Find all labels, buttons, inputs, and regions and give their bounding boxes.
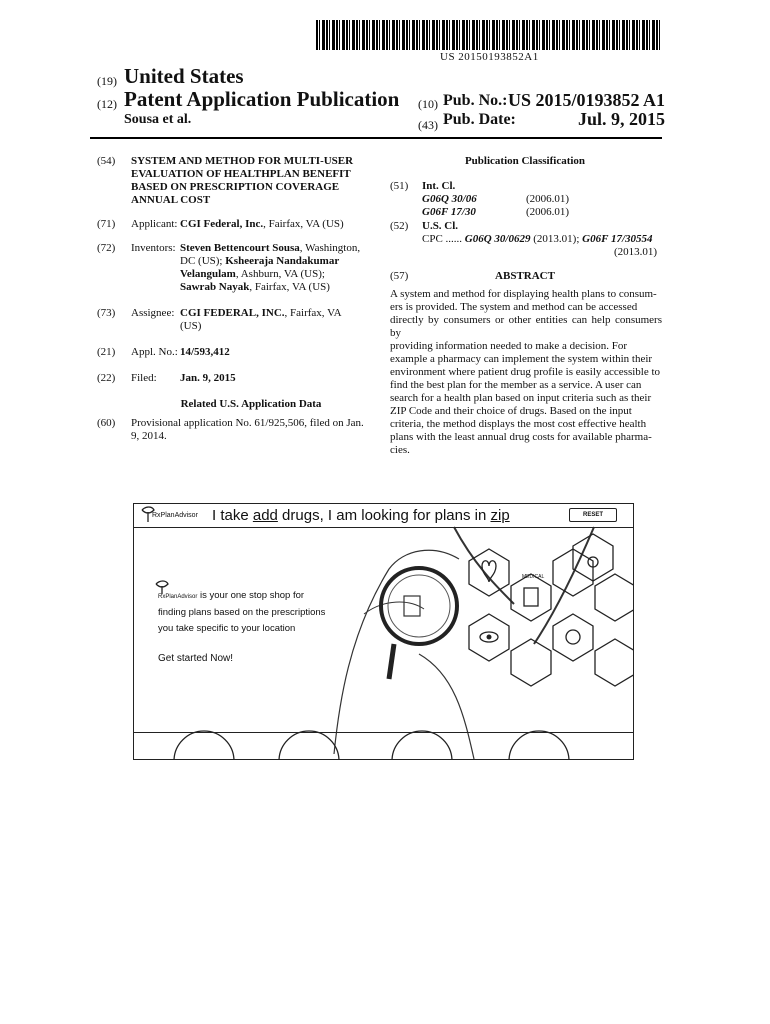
abstract-line: providing information needed to make a decision. For [390,340,628,352]
add-drugs-link[interactable]: add [252,507,278,524]
search-mid: drugs, I am looking for plans in [277,507,491,524]
applicant-name: CGI Federal, Inc. [180,218,264,230]
abstract-line: ers is provided. The system and method can be accessed [390,301,638,313]
appl-no: 14/593,412 [180,346,230,358]
tagline-line: finding plans based on the prescriptions [158,607,326,618]
inventors [180,242,372,294]
abstract-line: A system and method for displaying health plans to consum- [390,288,657,300]
appl-no-label: Appl. No.: [131,346,178,358]
int-cl-year: (2006.01) [526,193,570,205]
abstract-body [390,288,662,457]
title-line: EVALUATION OF HEALTHPLAN BENEFIT [131,168,351,180]
tagline-line: is your one stop shop for [197,590,305,601]
abstract-heading: ABSTRACT [495,270,555,282]
figure-screen [133,503,634,760]
barcode [316,20,662,50]
classification-heading: Publication Classification [464,155,586,167]
provisional-line: Provisional application No. 61/925,506, filed on Jan. [131,417,364,429]
tagline-brand: RxPlanAdvisor [158,594,198,600]
assignee-label: Assignee: [131,307,175,319]
inventor-location: , Fairfax, VA (US) [249,281,330,293]
code-12: (12) [97,97,117,111]
inventor-name: Velangulam [180,268,236,280]
cpc-code: G06F 17/30554 [582,233,653,245]
code-43: (43) [418,118,438,132]
code-73: (73) [97,307,116,319]
cpc-code: G06Q 30/0629 [464,233,531,245]
applicant-label: Applicant: [131,218,178,230]
cpc-year: (2013.01) [614,246,658,258]
code-72: (72) [97,242,116,254]
search-prefix: I take [212,507,253,524]
inventor-location: , Washington, [299,242,361,254]
pub-date: Jul. 9, 2015 [578,109,666,129]
pub-date-label: Pub. Date: [443,111,516,128]
abstract-line: plans with the least annual drug costs for available pharma- [390,431,652,443]
code-10: (10) [418,97,438,111]
filed-label: Filed: [131,372,157,384]
pub-type: Patent Application Publication [124,87,400,111]
abstract-line: directly by consumers or other entities can help consumers by [390,314,662,339]
provisional-line: 9, 2014. [131,430,167,442]
int-cl-label: Int. Cl. [422,180,456,192]
inventor-name: Ksheeraja Nandakumar [225,255,340,267]
get-started-link[interactable]: Get started Now! [158,653,234,664]
code-52: (52) [390,220,409,232]
assignee [180,307,342,333]
title-line: BASED ON PRESCRIPTION COVERAGE [131,181,340,193]
authors: Sousa et al. [124,112,192,127]
abstract-line: find the best plan for the member as a service. A user can [390,379,642,391]
abstract-line: cies. [390,444,410,456]
header-rule [90,137,662,139]
abstract-line: search for a health plan based on input criteria such as their [390,392,652,404]
code-22: (22) [97,372,116,384]
hex-label: MEDICAL [522,574,545,580]
assignee-location: (US) [180,320,202,332]
figure-header-rule [134,527,633,528]
title [131,155,353,207]
code-71: (71) [97,218,116,230]
cpc-line [422,233,653,246]
inventors-label: Inventors: [131,242,176,254]
pub-no-label: Pub. No.: [443,92,508,109]
code-21: (21) [97,346,116,358]
barcode-number: US 20150193852A1 [440,51,539,63]
us-cl-label: U.S. Cl. [422,220,459,232]
applicant-location: , Fairfax, VA (US) [263,218,344,230]
code-51: (51) [390,180,409,192]
tagline [158,588,325,637]
related-heading: Related U.S. Application Data [180,398,322,410]
code-54: (54) [97,155,116,167]
reset-button[interactable]: RESET [569,508,617,522]
inventor-location: , Ashburn, VA (US); [235,268,325,280]
inventor-name: Sawrab Nayak [180,281,250,293]
abstract-line: criteria, the method displays the most cost effective health [390,418,647,430]
app-logo[interactable]: RxPlanAdvisor [152,512,198,519]
country: United States [124,64,244,88]
assignee-name: CGI FEDERAL, INC. [180,307,285,319]
abstract-line: example a pharmacy can implement the system within their [390,353,653,365]
cpc-year: (2013.01); [533,233,583,245]
inventor-location: DC (US); [180,255,226,267]
tagline-line: you take specific to your location [158,623,296,634]
code-60: (60) [97,417,116,429]
abstract-line: ZIP Code and their choice of drugs. Based on the input [390,405,632,417]
code-57: (57) [390,270,409,282]
code-19: (19) [97,74,117,88]
cpc-prefix: CPC ...... [422,233,463,245]
search-sentence [212,507,510,524]
figure-footer-rule [134,732,633,733]
title-line: ANNUAL COST [131,194,211,206]
int-cl-code: G06F 17/30 [422,206,476,218]
provisional [131,417,364,443]
filed-date: Jan. 9, 2015 [180,372,236,384]
abstract-line: environment where patient drug profile is easily accessible to [390,366,661,378]
int-cl-code: G06Q 30/06 [422,193,477,205]
zip-link[interactable]: zip [490,507,510,524]
inventor-name: Steven Bettencourt Sousa [180,242,300,254]
title-line: SYSTEM AND METHOD FOR MULTI-USER [131,155,354,167]
applicant [180,218,344,231]
assignee-location: , Fairfax, VA [284,307,342,319]
pub-no: US 2015/0193852 A1 [508,90,666,110]
int-cl-year: (2006.01) [526,206,570,218]
